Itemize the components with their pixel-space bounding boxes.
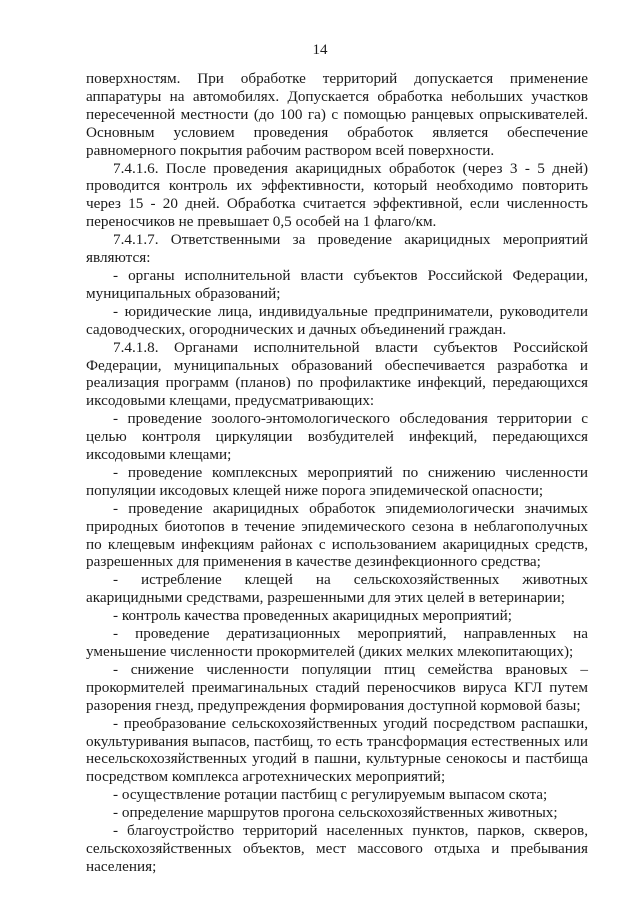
list-item: - проведение зоолого-энтомологического обследования территории с целью контроля циркуляции возбудителей инфекций, передающихся иксодовыми клещами; [86,410,588,464]
document-body [86,70,588,876]
list-item: - органы исполнительной власти субъектов Российской Федерации, муниципальных образований; [86,266,588,302]
paragraph: 7.4.1.6. После проведения акарицидных обработок (через 3 - 5 дней) проводится контроль их эффективности, который необходимо повторить через 15 - 20 дней. Обработка считается эффективной, если численность переносчиков не превышает 0,5 особей на 1 флаго/км. [86,159,588,231]
list-item: - преобразование сельскохозяйственных угодий посредством распашки, окультуривания выпасов, пастбищ, то есть трансформация естественных или несельскохозяйственных угодий в пашни, культурные сенокосы и пастбища посредством комплекса агротехнических мероприятий; [86,714,588,786]
list-item: - проведение комплексных мероприятий по снижению численности популяции иксодовых клещей ниже порога эпидемической опасности; [86,463,588,499]
list-item: - контроль качества проведенных акарицидных мероприятий; [113,607,513,625]
list-item: - определение маршрутов прогона сельскохозяйственных животных; [113,804,558,822]
list-item: - снижение численности популяции птиц семейства врановых – прокормителей преимагинальных стадий переносчиков вируса КГЛ путем разорения гнезд, предупреждения формирования доступной кормовой базы; [86,660,588,714]
list-item: - проведение дератизационных мероприятий, направленных на уменьшение численности прокормителей (диких мелких млекопитающих); [86,625,588,660]
paragraph: 7.4.1.8. Органами исполнительной власти субъектов Российской Федерации, муниципальных образований обеспечивается разработка и реализация программ (планов) по профилактике инфекций, передающихся иксодовыми клещами, предусматривающих: [86,338,588,410]
paragraph: поверхностям. При обработке территорий допускается применение аппаратуры на автомобилях. Допускается обработка небольших участков пересеченной местности (до 100 га) с помощью ранцевых опрыскивателей. Основным условием проведения обработок является обеспечение равномерного покрытия рабочим раствором всей поверхности. [86,70,588,159]
list-item: - осуществление ротации пастбищ с регулируемым выпасом скота; [113,786,548,804]
list-item: - проведение акарицидных обработок эпидемиологически значимых природных биотопов в течение эпидемического сезона в неблагополучных по клещевым инфекциям районах с использованием акарицидных средств, разрешенных для применения в качестве дезинфекционного средства; [86,499,588,571]
paragraph: 7.4.1.7. Ответственными за проведение акарицидных мероприятий являются: [86,231,588,267]
list-item: - истребление клещей на сельскохозяйственных животных акарицидными средствами, разрешенными для этих целей в ветеринарии; [86,571,588,607]
list-item: - благоустройство территорий населенных пунктов, парков, скверов, сельскохозяйственных объектов, мест массового отдыха и пребывания населения; [86,822,588,875]
list-item: - юридические лица, индивидуальные предприниматели, руководители садоводческих, огороднических и дачных объединений граждан. [86,302,588,338]
page-number: 14 [312,42,328,58]
